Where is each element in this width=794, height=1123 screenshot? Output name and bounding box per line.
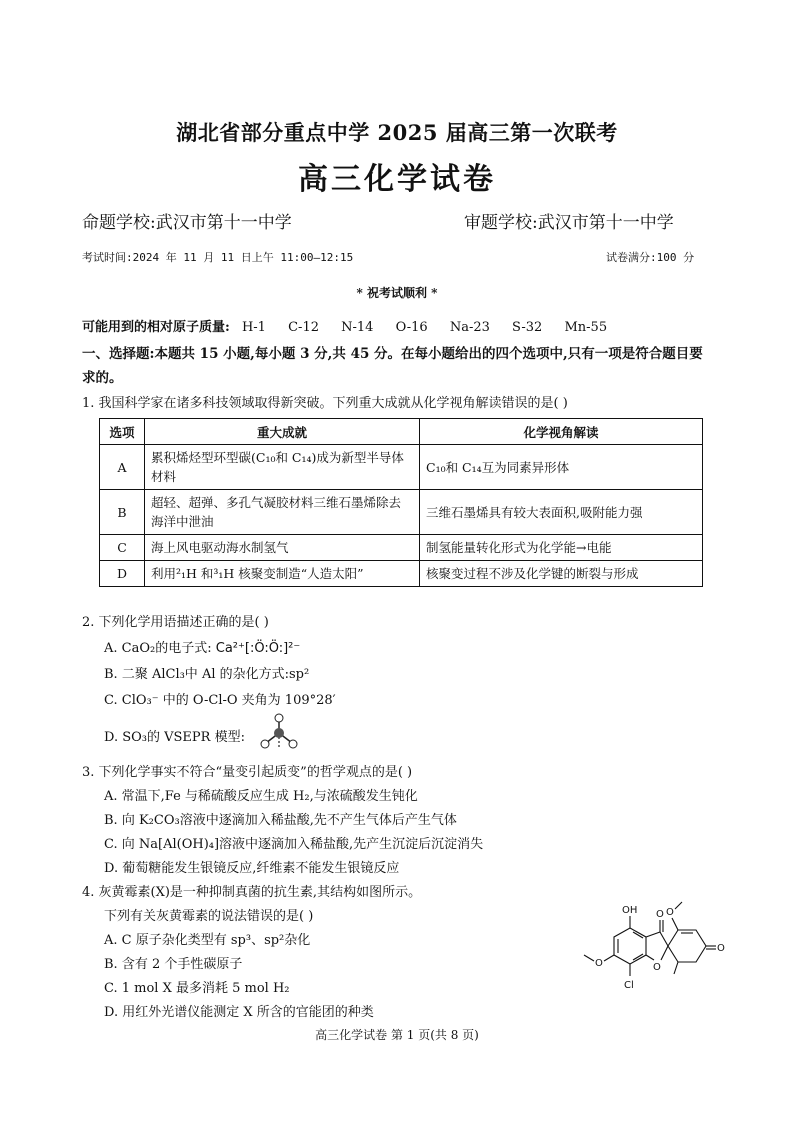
q2-option-c: C. ClO₃⁻ 中的 O-Cl-O 夹角为 109°28′ xyxy=(104,693,336,708)
q4-option-b: B. 含有 2 个手性碳原子 xyxy=(104,957,243,972)
struct-o-label: O xyxy=(653,962,661,973)
full-score: 试卷满分:100 分 xyxy=(606,251,695,264)
row-option: C xyxy=(100,535,145,561)
table-header-row xyxy=(100,419,703,445)
mass-item: Mn-55 xyxy=(564,320,608,335)
header-option: 选项 xyxy=(100,419,145,445)
q4-stem-continued: 下列有关灰黄霉素的说法错误的是( ) xyxy=(104,909,314,924)
struct-cl-label: Cl xyxy=(624,980,634,991)
q2-option-a-text: A. CaO₂的电子式: xyxy=(104,641,212,656)
mass-item: C-12 xyxy=(288,320,319,335)
struct-o-label: O xyxy=(656,909,664,920)
row-achievement: 利用²₁H 和³₁H 核聚变制造“人造太阳” xyxy=(145,561,420,587)
atomic-masses xyxy=(82,316,625,335)
q4-option-a: A. C 原子杂化类型有 sp³、sp²杂化 xyxy=(104,933,311,948)
table-row xyxy=(100,490,703,535)
row-option: B xyxy=(100,490,145,535)
struct-o-label: O xyxy=(717,943,725,954)
q2-option-a xyxy=(104,637,300,656)
row-explanation: 核聚变过程不涉及化学键的断裂与形成 xyxy=(420,561,703,587)
so3-vsepr-model-icon xyxy=(258,711,300,753)
setter-school: 命题学校:武汉市第十一中学 xyxy=(82,213,292,233)
exam-title: 湖北省部分重点中学 2025 届高三第一次联考 xyxy=(176,120,618,145)
page-footer: 高三化学试卷 第 1 页(共 8 页) xyxy=(315,1028,479,1042)
struct-oh-label: OH xyxy=(622,905,638,916)
q2-stem: 2. 下列化学用语描述正确的是( ) xyxy=(82,615,269,630)
header-achievement: 重大成就 xyxy=(145,419,420,445)
exam-time: 考试时间:2024 年 11 月 11 日上午 11:00—12:15 xyxy=(82,251,354,264)
struct-o-label: O xyxy=(595,958,603,969)
mass-item: H-1 xyxy=(241,320,266,335)
row-explanation: C₁₀和 C₁₄互为同素异形体 xyxy=(420,445,703,490)
row-option: A xyxy=(100,445,145,490)
q3-option-c: C. 向 Na[Al(OH)₄]溶液中逐滴加入稀盐酸,先产生沉淀后沉淀消失 xyxy=(104,837,484,852)
q2-option-b: B. 二聚 AlCl₃中 Al 的杂化方式:sp² xyxy=(104,667,310,682)
q1-table xyxy=(99,418,703,587)
q4-stem: 4. 灰黄霉素(X)是一种抑制真菌的抗生素,其结构如图所示。 xyxy=(82,885,422,900)
table-row xyxy=(100,561,703,587)
header-explanation: 化学视角解读 xyxy=(420,419,703,445)
atomic-masses-label: 可能用到的相对原子质量: xyxy=(82,320,230,335)
paper-title: 高三化学试卷 xyxy=(298,162,496,197)
q2-option-d: D. SO₃的 VSEPR 模型: xyxy=(104,730,245,745)
mass-item: N-14 xyxy=(341,320,374,335)
row-achievement: 海上风电驱动海水制氢气 xyxy=(145,535,420,561)
row-explanation: 三维石墨烯具有较大表面积,吸附能力强 xyxy=(420,490,703,535)
cao2-electron-formula: Ca²⁺[:Ö:Ö:]²⁻ xyxy=(215,641,301,656)
section-intro: 一、选择题:本题共 15 小题,每小题 3 分,共 45 分。在每小题给出的四个选项中,只有一项是符合题目要求的。 xyxy=(82,346,703,386)
mass-item: Na-23 xyxy=(449,320,490,335)
q3-stem: 3. 下列化学事实不符合“量变引起质变”的哲学观点的是( ) xyxy=(82,765,413,780)
row-option: D xyxy=(100,561,145,587)
mass-item: S-32 xyxy=(512,320,543,335)
row-achievement: 累积烯烃型环型碳(C₁₀和 C₁₄)成为新型半导体材料 xyxy=(145,445,420,490)
table-row xyxy=(100,535,703,561)
griseofulvin-structure-icon xyxy=(578,898,728,998)
table-row xyxy=(100,445,703,490)
row-achievement: 超轻、超弹、多孔气凝胶材料三维石墨烯除去海洋中泄油 xyxy=(145,490,420,535)
struct-o-label: O xyxy=(666,907,674,918)
q3-option-d: D. 葡萄糖能发生银镜反应,纤维素不能发生银镜反应 xyxy=(104,861,400,876)
good-luck-notice: * 祝考试顺利 * xyxy=(356,286,438,300)
mass-item: O-16 xyxy=(395,320,428,335)
q1-stem: 1. 我国科学家在诸多科技领域取得新突破。下列重大成就从化学视角解读错误的是( ) xyxy=(82,396,568,411)
q4-option-d: D. 用红外光谱仪能测定 X 所含的官能团的种类 xyxy=(104,1005,374,1020)
q3-option-b: B. 向 K₂CO₃溶液中逐滴加入稀盐酸,先不产生气体后产生气体 xyxy=(104,813,457,828)
row-explanation: 制氢能量转化形式为化学能→电能 xyxy=(420,535,703,561)
reviewer-school: 审题学校:武汉市第十一中学 xyxy=(464,213,674,233)
q4-option-c: C. 1 mol X 最多消耗 5 mol H₂ xyxy=(104,981,290,996)
q3-option-a: A. 常温下,Fe 与稀硫酸反应生成 H₂,与浓硫酸发生钝化 xyxy=(104,789,418,804)
